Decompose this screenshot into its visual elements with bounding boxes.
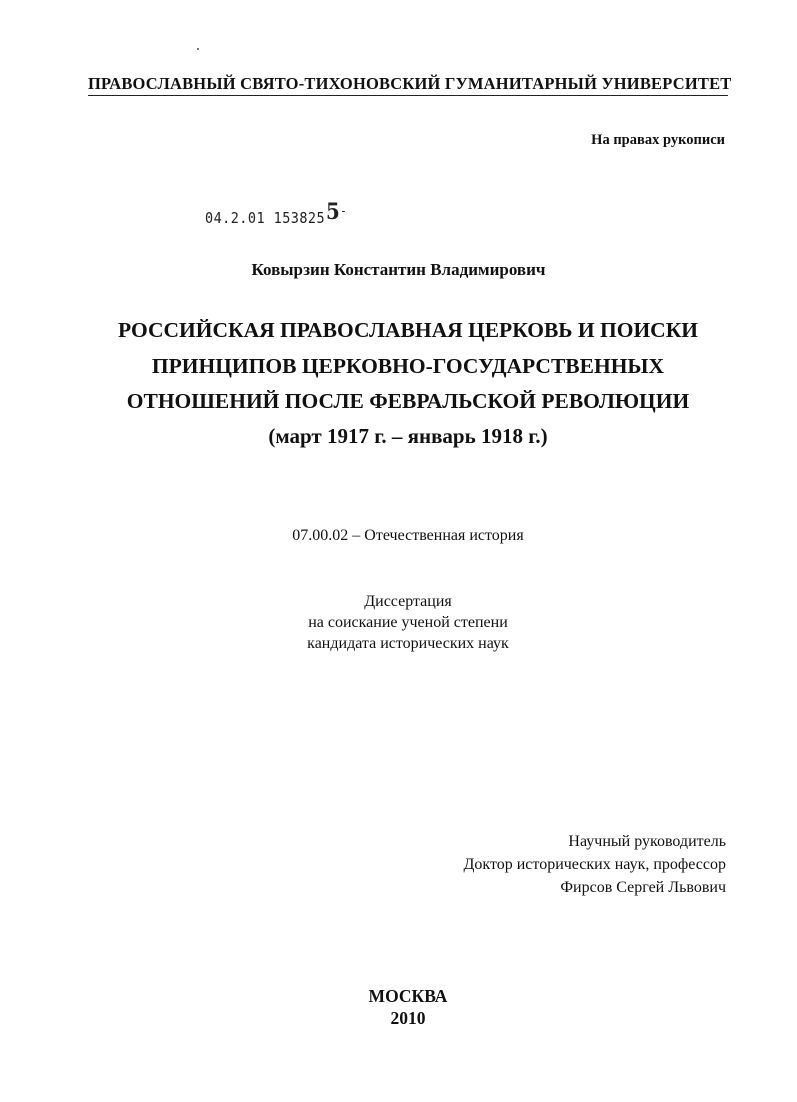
university-name: ПРАВОСЛАВНЫЙ СВЯТО-ТИХОНОВСКИЙ ГУМАНИТАРНЫЙ УНИВЕРСИТЕТ [88,74,732,93]
title-dates: (март 1917 г. – январь 1918 г.) [268,424,548,448]
title-line: РОССИЙСКАЯ ПРАВОСЛАВНАЯ ЦЕРКОВЬ И ПОИСКИ [117,318,699,342]
title-line: ОТНОШЕНИЙ ПОСЛЕ ФЕВРАЛЬСКОЙ РЕВОЛЮЦИИ [126,389,690,413]
title-line: ПРИНЦИПОВ ЦЕРКОВНО-ГОСУДАРСТВЕННЫХ [151,353,665,378]
dissertation-line: Диссертация [364,593,452,610]
stamp-dash: - [340,204,348,218]
city-name: МОСКВА [368,986,448,1006]
specialty-code: 07.00.02 – Отечественная история [292,527,524,544]
stamp-code: 04.2.01 153825 [205,209,326,227]
year: 2010 [390,1008,426,1028]
author-name: Ковырзин Константин Владимирович [251,260,546,279]
dissertation-title [0,313,797,420]
supervisor-role: Научный руководитель [568,833,726,850]
registration-stamp [205,199,348,229]
place-and-year [0,985,797,1029]
dissertation-line: на соискание ученой степени [308,614,508,631]
supervisor-block [463,830,726,899]
dissertation-line: кандидата исторических наук [307,635,509,652]
manuscript-rights-note: На правах рукописи [591,132,725,148]
scan-speck [197,48,199,50]
supervisor-degree: Доктор исторических наук, профессор [463,856,726,873]
stamp-handwritten-digit: 5 [325,199,341,225]
supervisor-name: Фирсов Сергей Львович [560,879,726,896]
dissertation-description [0,591,797,654]
university-underline [88,95,728,96]
